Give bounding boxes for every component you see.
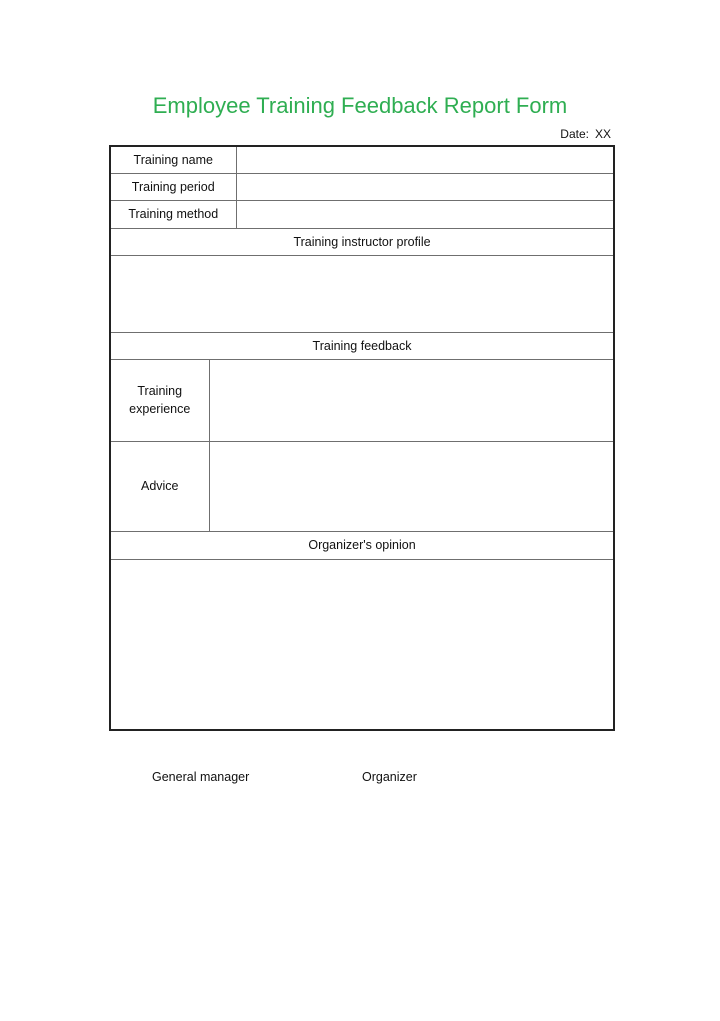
- training-name-row: [110, 146, 614, 173]
- training-period-row: [110, 173, 614, 200]
- instructor-profile-field[interactable]: [110, 255, 614, 332]
- organizer-signature-label: Organizer: [362, 770, 417, 784]
- training-method-label: Training method: [110, 200, 236, 228]
- training-experience-field[interactable]: [209, 359, 614, 441]
- training-experience-label-line1: Training: [137, 384, 183, 398]
- training-name-label: Training name: [110, 146, 236, 173]
- organizers-opinion-body-row: [110, 559, 614, 730]
- instructor-profile-header-row: [110, 228, 614, 255]
- training-period-value[interactable]: [236, 173, 614, 200]
- general-manager-signature-label: General manager: [152, 770, 250, 784]
- form-title: Employee Training Feedback Report Form: [152, 93, 568, 118]
- organizers-opinion-header-row: [110, 531, 614, 559]
- instructor-profile-body-row: [110, 255, 614, 332]
- date-value: XX: [594, 127, 611, 141]
- training-experience-row: [110, 359, 614, 441]
- training-experience-label: [110, 359, 209, 441]
- organizers-opinion-field[interactable]: [110, 559, 614, 730]
- training-period-label: Training period: [110, 173, 236, 200]
- advice-field[interactable]: [209, 441, 614, 531]
- advice-label: Advice: [110, 441, 209, 531]
- training-name-value[interactable]: [236, 146, 614, 173]
- training-feedback-heading: Training feedback: [110, 332, 614, 359]
- training-method-value[interactable]: [236, 200, 614, 228]
- training-experience-label-line2: experience: [129, 402, 191, 416]
- feedback-form-table: [109, 145, 615, 731]
- training-method-row: [110, 200, 614, 228]
- date-line: [560, 126, 611, 142]
- organizers-opinion-heading: Organizer's opinion: [110, 531, 614, 559]
- date-label: Date:: [560, 127, 589, 141]
- instructor-profile-heading: Training instructor profile: [110, 228, 614, 255]
- training-feedback-header-row: [110, 332, 614, 359]
- advice-row: [110, 441, 614, 531]
